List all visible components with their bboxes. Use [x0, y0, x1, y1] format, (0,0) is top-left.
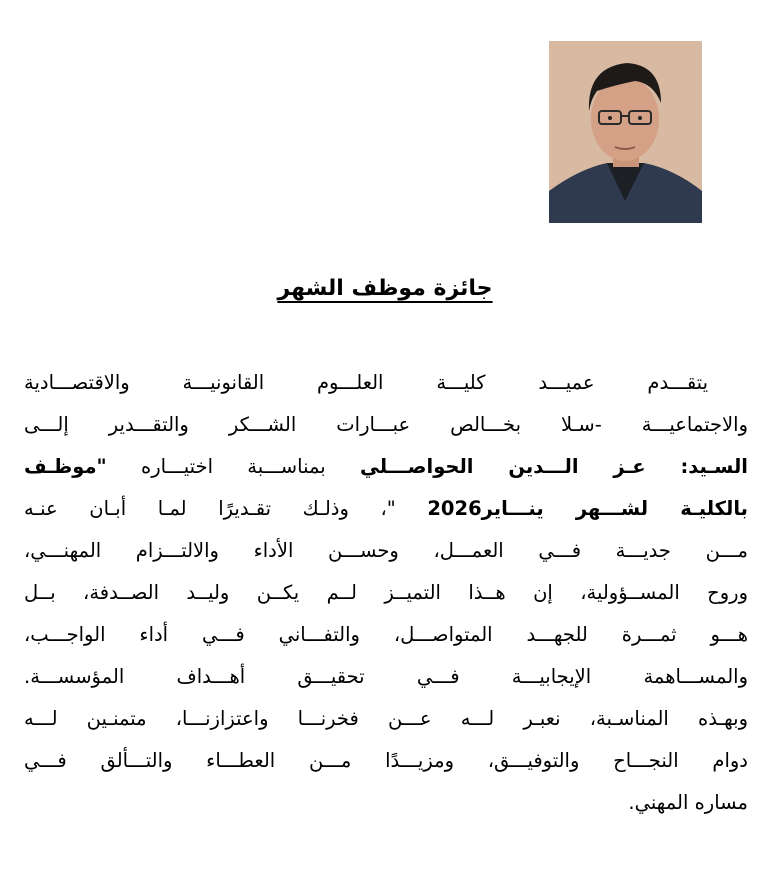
text-line: [24, 446, 748, 488]
text-line: هـــو ثمـــرة للجهـــد المتواصـــل، والتفـــاني فـــي أداء الواجـــب،: [24, 623, 748, 646]
text-line: [24, 488, 748, 530]
text-line: وبهـذه المناسـبة، نعبـر لـــه عـــن فخرنـــا واعتزازنـــا، متمنـين لـــه: [24, 707, 748, 730]
page-title: [0, 276, 770, 301]
title-text: جائزة موظف الشهر: [277, 276, 493, 301]
award-name-part1: "موظـف: [24, 455, 107, 478]
text-segment: "، وذلـك تقـديرًا لمـا أبـان عنـه: [24, 497, 428, 520]
employee-photo: [549, 41, 702, 223]
text-line: دوام النجـــاح والتوفيـــق، ومزيـــدًا مـــن العطـــاء والتـــألق فـــي: [24, 749, 748, 772]
text-line: وروح المســؤولية، إن هــذا التميــز لــم يكــن وليــد الصــدفة، بــل: [24, 581, 748, 604]
award-name-part2: بالكليـة لشـــهر ينـــاير2026: [427, 497, 748, 520]
employee-name: السـيد: عـز الـــدين الحواصـــلي: [359, 455, 748, 478]
text-segment: بمناســـبة اختيـــاره: [106, 455, 360, 478]
text-line: والاجتماعيـــة -سـلا بخـــالص عبـــارات الشـــكر والتقـــدير إلـــى: [24, 413, 748, 436]
text-line: مساره المهني.: [628, 791, 748, 814]
text-line: مـــن جديـــة فـــي العمـــل، وحســـن الأداء والالتـــزام المهنـــي،: [24, 539, 748, 562]
text-line: يتقـــدم عميـــد كليـــة العلـــوم القانونيـــة والاقتصـــادية: [24, 371, 708, 394]
award-text: [24, 362, 748, 824]
text-line: والمســـاهمة الإيجابيـــة فـــي تحقيـــق أهـــداف المؤسســـة.: [24, 665, 748, 688]
